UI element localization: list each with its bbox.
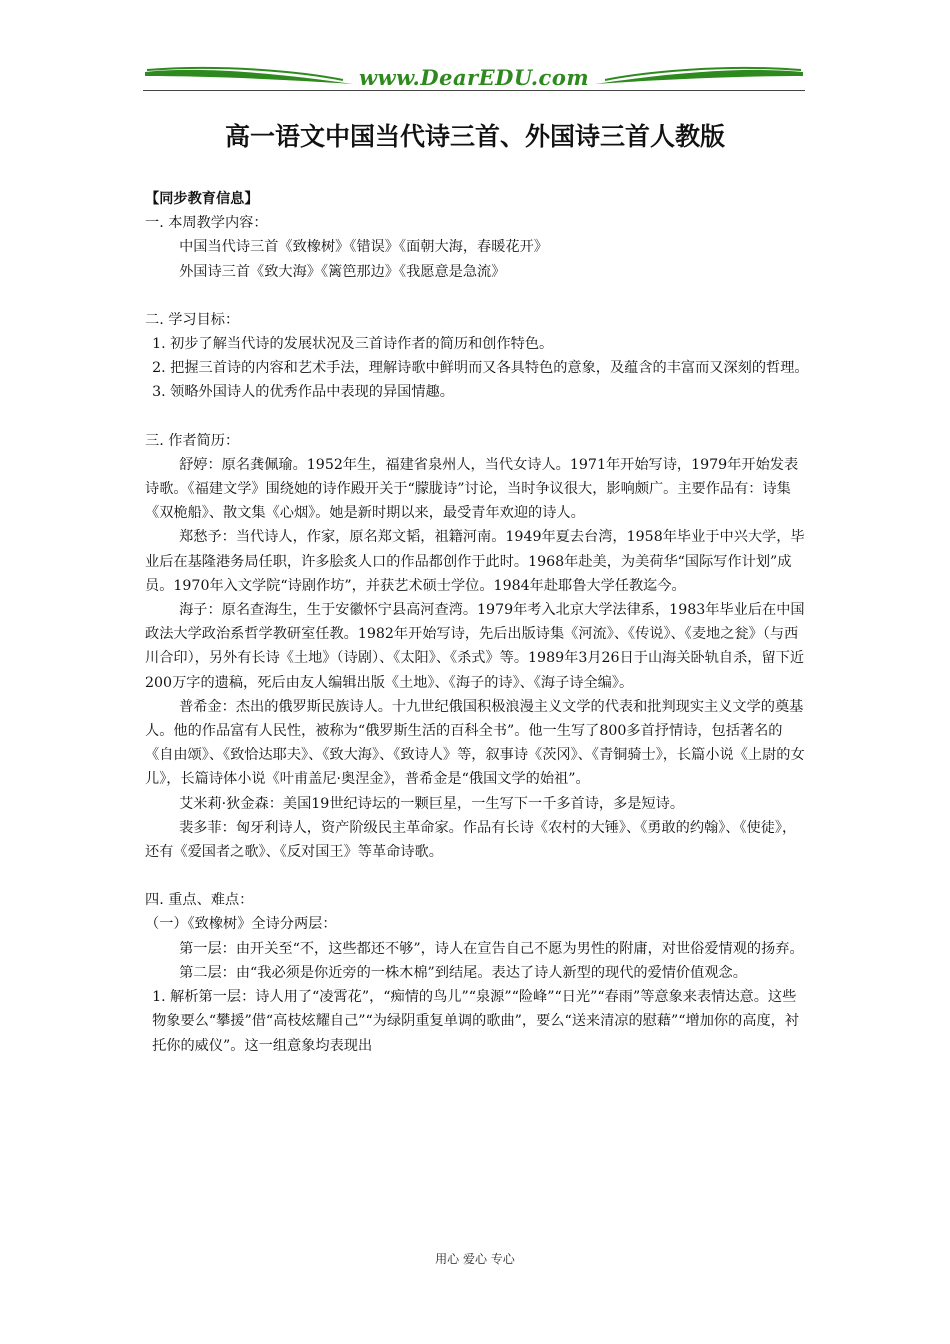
section-heading-1: 一. 本周教学内容： xyxy=(145,215,268,232)
document-body xyxy=(145,187,810,1058)
content-line: 中国当代诗三首《致橡树》《错误》《面朝大海，春暖花开》 xyxy=(179,239,548,256)
content-paragraph: 第二层：由“我必须是你近旁的一株木棉”到结尾。表达了诗人新型的现代的爱情价值观念。 xyxy=(179,964,747,981)
author-bio: 艾米莉·狄金森：美国19世纪诗坛的一颗巨星，一生写下一千多首诗，多是短诗。 xyxy=(179,795,685,812)
list-item: 1. 初步了解当代诗的发展状况及三首诗作者的简历和创作特色。 xyxy=(152,336,554,353)
author-bio: 裴多菲：匈牙利诗人，资产阶级民主革命家。作品有长诗《农村的大锤》、《勇敢的约翰》、《使徒》，还有《爱国者之歌》、《反对国王》等革命诗歌。 xyxy=(145,819,797,861)
subsection-heading: （一）《致橡树》全诗分两层： xyxy=(145,916,337,933)
author-bio: 普希金：杰出的俄罗斯民族诗人。十九世纪俄国积极浪漫主义文学的代表和批判现实主义文学的奠基人。他的作品富有人民性，被称为“俄罗斯生活的百科全书”。他一生写了800多首抒情诗，包括著名的《自由颂》、《致恰达耶夫》、《致大海》、《致诗人》等，叙事诗《茨冈》、《青铜骑士》，长篇小说《上尉的女儿》，长篇诗体小说《叶甫盖尼·奥涅金》，普希金是“俄国文学的始祖”。 xyxy=(145,698,805,788)
header-divider xyxy=(143,90,805,91)
spacer xyxy=(145,284,810,308)
spacer xyxy=(145,864,810,888)
list-item: 3. 领略外国诗人的优秀作品中表现的异国情趣。 xyxy=(152,384,454,401)
list-item: 2. 把握三首诗的内容和艺术手法，理解诗歌中鲜明而又各具特色的意象，及蕴含的丰富而又深刻的哲理。 xyxy=(152,360,809,377)
section-heading-2: 二. 学习目标： xyxy=(145,311,240,328)
section-tag: 【同步教育信息】 xyxy=(145,191,259,207)
section-heading-4: 四. 重点、难点： xyxy=(145,892,254,909)
page-title: 高一语文中国当代诗三首、外国诗三首人教版 xyxy=(224,122,725,151)
author-bio: 郑愁予：当代诗人，作家，原名郑文韬，祖籍河南。1949年夏去台湾，1958年毕业于中兴大学，毕业后在基隆港务局任职，许多脍炙人口的作品都创作于此时。1968年赴美，为美荷华“国际写作计划”成员。1970年入文学院“诗剧作坊”，并获艺术硕士学位。1984年赴耶鲁大学任教迄今。 xyxy=(145,529,805,594)
list-item: 1. 解析第一层：诗人用了“凌霄花”，“痴情的鸟儿”“泉源”“险峰”“日光”“春雨”等意象来表情达意。这些物象要么“攀援”借“高枝炫耀自己”“为绿阴重复单调的歌曲”，要么“送来清凉的慰藉”“增加你的高度，衬托你的威仪”。这一组意象均表现出 xyxy=(152,989,800,1054)
content-line: 外国诗三首《致大海》《篱笆那边》《我愿意是急流》 xyxy=(179,263,506,280)
site-logo-text[interactable]: www.DearEDU.com xyxy=(358,65,590,90)
section-heading-3: 三. 作者简历： xyxy=(145,432,240,449)
content-paragraph: 第一层：由开关至“不，这些都还不够”，诗人在宣告自己不愿为男性的附庸，对世俗爱情观的扬弃。 xyxy=(179,940,804,957)
author-bio: 舒婷：原名龚佩瑜。1952年生，福建省泉州人，当代女诗人。1971年开始写诗，1979年开始发表诗歌。《福建文学》围绕她的诗作殿开关于“朦胧诗”讨论，当时争议很大，影响颇广。主要作品有：诗集《双桅船》、散文集《心烟》。她是新时期以来，最受青年欢迎的诗人。 xyxy=(145,456,799,522)
page-footer: 用心 爱心 专心 xyxy=(435,1252,515,1266)
author-bio: 海子：原名查海生，生于安徽怀宁县高河查湾。1979年考入北京大学法律系，1983年毕业后在中国政法大学政治系哲学教研室任教。1982年开始写诗，先后出版诗集《河流》、《传说》、《麦地之瓮》（与西川合印），另外有长诗《土地》（诗剧）、《太阳》、《杀式》等。1989年3月26日于山海关卧轨自杀，留下近200万字的遗稿，死后由友人编辑出版《土地》、《海子的诗》、《海子诗全编》。 xyxy=(145,602,805,691)
spacer xyxy=(145,405,810,429)
